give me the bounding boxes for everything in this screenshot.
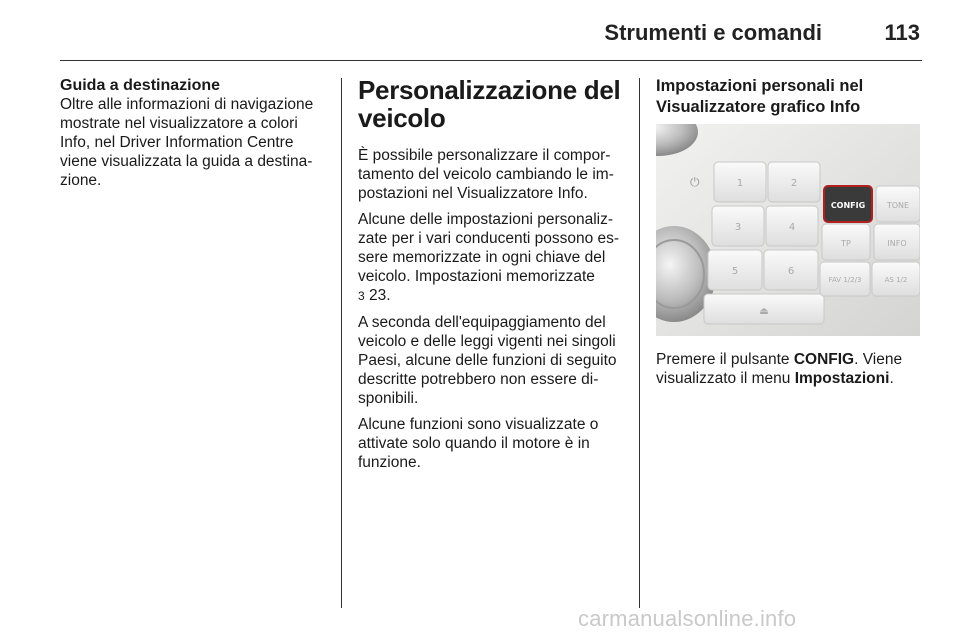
- page-number: 113: [884, 20, 920, 45]
- section-title: Personalizzazione del veicolo: [358, 75, 621, 133]
- header-rule: [60, 60, 922, 61]
- button-6-label: 6: [787, 266, 795, 277]
- section-heading: Impostazioni personali nel Visualizzatore grafico Info: [656, 77, 864, 116]
- fav-button-label: FAV 1/2/3: [828, 276, 862, 284]
- control-panel-figure: [656, 124, 920, 336]
- paragraph: Oltre alle informazioni di navigazione mostrate nel visualizzatore a colori Info, nel Driver Information Centre viene visualizzata la guida a destina-zione.: [60, 96, 314, 189]
- button-5-label: 5: [731, 266, 739, 277]
- button-3-label: 3: [734, 222, 742, 233]
- svg-text:⏻: ⏻: [690, 175, 700, 189]
- page-header: [60, 14, 922, 56]
- paragraph: A seconda dell'equipaggiamento del veicolo e delle leggi vigenti nei singoli Paesi, alcune delle funzioni di seguito descritte potrebbero non essere di-sponibili.: [358, 314, 617, 407]
- section-heading: Guida a destinazione: [60, 77, 221, 94]
- control-panel-illustration: [656, 124, 920, 336]
- impostazioni-keyword: Impostazioni: [794, 370, 890, 387]
- page-ref-icon: 3: [358, 289, 365, 303]
- column-left: [60, 76, 326, 197]
- eject-icon: ⏏: [759, 306, 769, 317]
- tp-button-label: TP: [841, 239, 851, 248]
- info-button-label: INFO: [887, 239, 907, 248]
- column-middle: [358, 76, 622, 479]
- paragraph: È possibile personalizzare il compor-tamento del veicolo cambiando le im-postazioni nel Visualizzatore Info.: [358, 147, 614, 202]
- config-keyword: CONFIG: [793, 351, 855, 368]
- page-ref[interactable]: 23.: [369, 287, 391, 304]
- watermark: carmanualsonline.info: [578, 606, 797, 631]
- as-button-label: AS 1/2: [884, 276, 908, 284]
- config-button-label: CONFIG: [830, 201, 866, 210]
- header-title: Strumenti e comandi: [604, 20, 822, 45]
- button-1-label: 1: [736, 178, 744, 189]
- button-4-label: 4: [788, 222, 796, 233]
- paragraph: Alcune delle impostazioni personaliz-zate per i vari conducenti possono es-sere memorizzate in ogni chiave del veicolo. Impostazioni memorizzate 3 23.: [358, 211, 620, 304]
- column-divider: [639, 78, 640, 608]
- paragraph: Alcune funzioni sono visualizzate o attivate solo quando il motore è in funzione.: [358, 416, 599, 471]
- column-right: [656, 76, 922, 395]
- button-2-label: 2: [790, 178, 798, 189]
- tone-button-label: TONE: [886, 201, 910, 210]
- column-divider: [341, 78, 342, 608]
- figure-caption: Premere il pulsante CONFIG. Viene visualizzato il menu Impostazioni.: [656, 351, 903, 387]
